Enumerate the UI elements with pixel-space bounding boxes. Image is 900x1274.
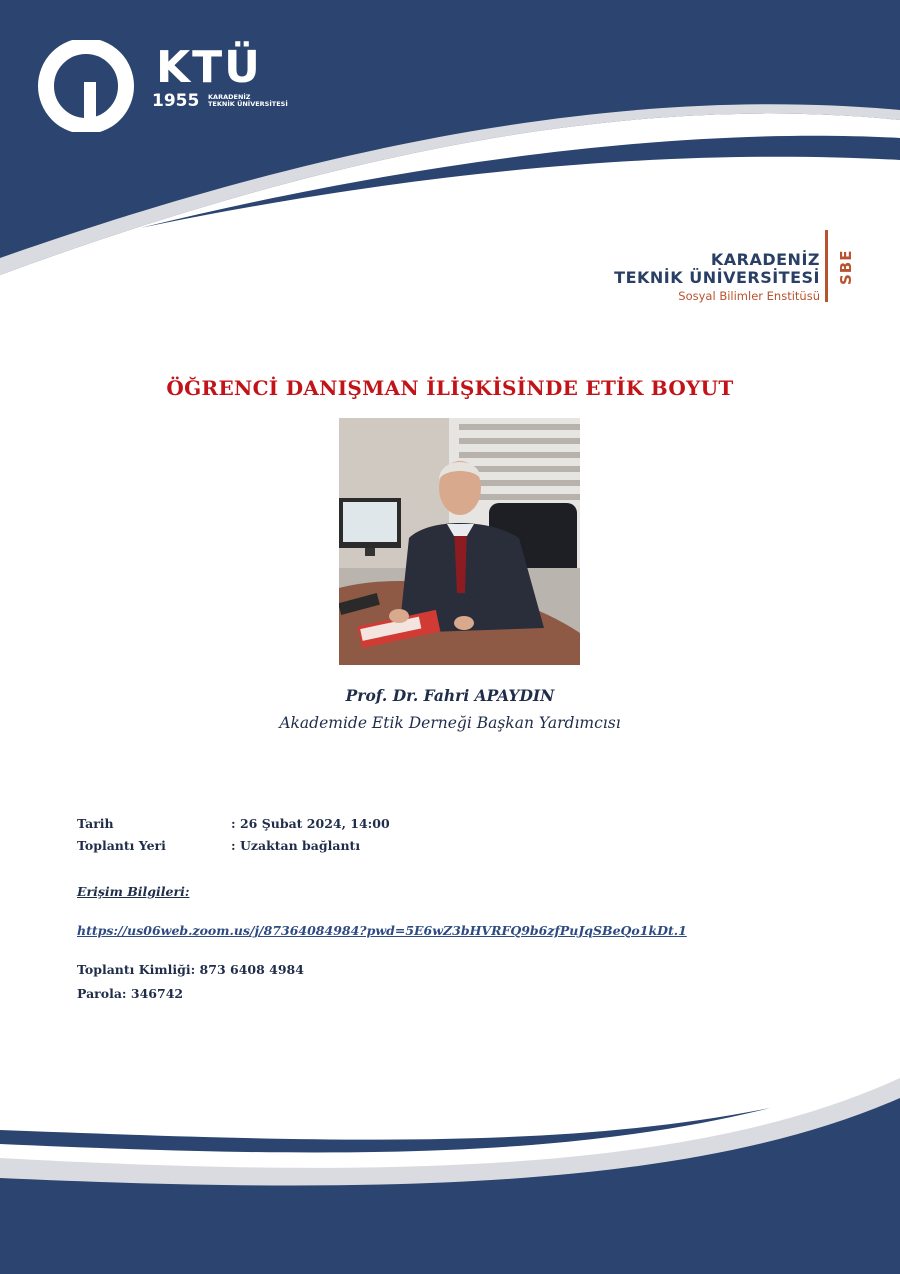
meeting-id: Toplantı Kimliği: 873 6408 4984 bbox=[77, 962, 304, 977]
institute-line3: Sosyal Bilimler Enstitüsü bbox=[678, 289, 820, 303]
place-label: Toplantı Yeri bbox=[77, 838, 166, 853]
date-label: Tarih bbox=[77, 816, 114, 831]
ktu-subtitle bbox=[208, 94, 288, 108]
zoom-link[interactable]: https://us06web.zoom.us/j/87364084984?pwd=5E6wZ3bHVRFQ9b6zfPuJqSBeQo1kDt.1 bbox=[77, 923, 687, 938]
institute-line1: KARADENİZ bbox=[710, 250, 820, 269]
speaker-role: Akademide Etik Derneği Başkan Yardımcısı bbox=[279, 714, 621, 732]
meeting-password: Parola: 346742 bbox=[77, 986, 184, 1001]
access-title: Erişim Bilgileri: bbox=[77, 884, 190, 899]
ktu-logo bbox=[38, 40, 288, 132]
speaker-photo bbox=[339, 418, 580, 665]
place-value: : Uzaktan bağlantı bbox=[231, 838, 361, 853]
event-title: ÖĞRENCİ DANIŞMAN İLİŞKİSİNDE ETİK BOYUT bbox=[166, 376, 734, 400]
institute-logo bbox=[596, 228, 856, 302]
footer-wave-band bbox=[0, 1060, 900, 1274]
date-value: : 26 Şubat 2024, 14:00 bbox=[231, 816, 390, 831]
speaker-name: Prof. Dr. Fahri APAYDIN bbox=[345, 686, 555, 705]
ktu-subtitle-line2: TEKNİK ÜNİVERSİTESİ bbox=[208, 100, 288, 108]
ktu-letters: KTÜ bbox=[156, 42, 262, 93]
ktu-emblem-icon bbox=[38, 40, 142, 132]
institute-abbr: SBE bbox=[837, 249, 855, 285]
institute-divider bbox=[825, 230, 828, 302]
ktu-subtitle-line1: KARADENİZ bbox=[208, 93, 251, 101]
ktu-year: 1955 bbox=[152, 91, 200, 111]
institute-line2: TEKNİK ÜNİVERSİTESİ bbox=[614, 268, 820, 287]
